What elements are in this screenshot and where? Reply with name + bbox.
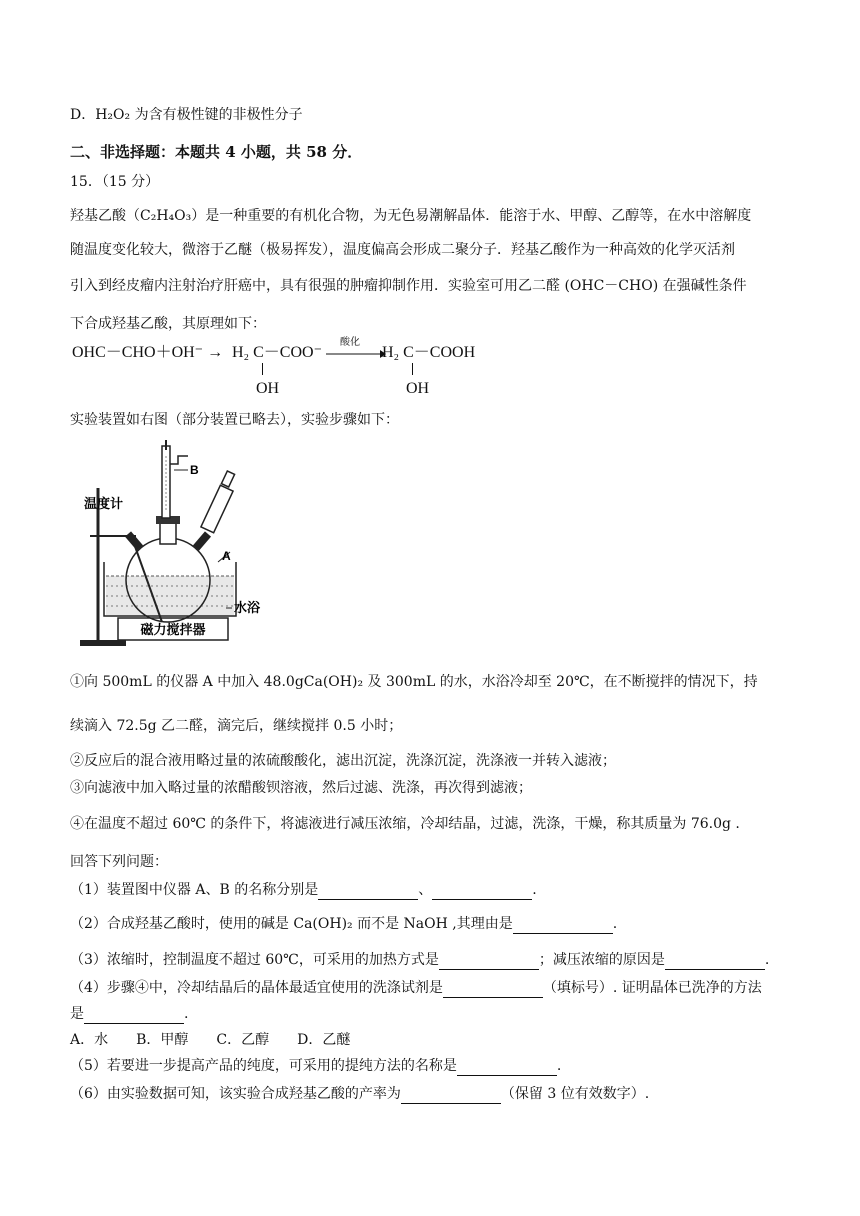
option-d: D．H₂O₂ 为含有极性键的非极性分子 (70, 107, 303, 123)
intro-line-1: 羟基乙酸（C₂H₄O₃）是一种重要的有机化合物，为无色易潮解晶体．能溶于水、甲醇、乙醇等，在水中溶解度 (70, 208, 752, 224)
answer-blank[interactable] (457, 1061, 557, 1076)
step-4: ④在温度不超过 60℃ 的条件下，将滤液进行减压浓缩，冷却结晶，过滤，洗涤，干燥，称其质量为 76.0g . (70, 816, 740, 832)
question-number: 15．（15 分） (70, 174, 160, 190)
setup-intro: 实验装置如右图（部分装置已略去），实验步骤如下： (70, 412, 399, 428)
answer-blank[interactable] (513, 919, 613, 934)
step-1b: 续滴入 72.5g 乙二醛，滴完后，继续搅拌 0.5 小时； (70, 718, 403, 734)
question-3: （3）浓缩时，控制温度不超过 60℃，可采用的加热方式是 ；减压浓缩的原因是 . (70, 952, 770, 968)
step-1a: ①向 500mL 的仪器 A 中加入 48.0gCa(OH)₂ 及 300mL 的水，水浴冷却至 20℃，在不断搅拌的情况下，持 (70, 674, 758, 690)
stand-base (80, 640, 126, 646)
intro-line-3: 引入到经皮瘤内注射治疗肝癌中，具有很强的肿瘤抑制作用．实验室可用乙二醛 (OHC－CHO) 在强碱性条件 (70, 278, 747, 294)
answer-blank[interactable] (439, 955, 539, 970)
answer-blank[interactable] (318, 885, 418, 900)
question-4-options: A．水 B．甲醇 C．乙醇 D．乙醚 (70, 1032, 351, 1048)
section-heading: 二、非选择题：本题共 4 小题，共 58 分． (70, 143, 363, 161)
question-2: （2）合成羟基乙酸时，使用的碱是 Ca(OH)₂ 而不是 NaOH ,其理由是 . (70, 916, 618, 932)
arrow-icon (326, 348, 386, 360)
label-b: B (190, 463, 199, 477)
answer-prompt: 回答下列问题： (70, 854, 168, 870)
condenser (201, 485, 233, 533)
step-3: ③向滤液中加入略过量的浓醋酸钡溶液，然后过滤、洗涤，再次得到滤液； (70, 780, 532, 796)
eq-product: H₂ C－COOH (382, 344, 476, 361)
apparatus-figure (70, 436, 280, 652)
answer-blank[interactable] (84, 1009, 184, 1024)
step-2: ②反应后的混合液用略过量的浓硫酸酸化，滤出沉淀，洗涤沉淀，洗涤液一并转入滤液； (70, 753, 616, 769)
eq-condition: 酸化 (340, 337, 360, 348)
label-thermometer: 温度计 (84, 496, 124, 511)
answer-blank[interactable] (401, 1089, 501, 1104)
label-a: A (222, 549, 231, 563)
intro-line-4: 下合成羟基乙酸，其原理如下： (70, 316, 266, 332)
answer-blank[interactable] (443, 983, 543, 998)
bond-line (262, 363, 263, 375)
question-4: （4）步骤④中，冷却结晶后的晶体最适宜使用的洗涤试剂是 （填标号）. 证明晶体已洗净的方法 (70, 980, 762, 996)
label-bath: 水浴 (234, 600, 261, 615)
stirrer-label: 磁力搅拌器 (140, 622, 206, 637)
eq-oh-1: OH (256, 380, 280, 397)
question-4-cont: 是 . (70, 1006, 189, 1022)
bond-line (412, 363, 413, 375)
eq-intermediate: H₂ C－COO⁻ (232, 344, 323, 361)
answer-blank[interactable] (665, 955, 765, 970)
question-6: （6）由实验数据可知，该实验合成羟基乙酸的产率为 （保留 3 位有效数字）. (70, 1086, 650, 1102)
intro-line-2: 随温度变化较大，微溶于乙醚（极易挥发），温度偏高会形成二聚分子．羟基乙酸作为一种高效的化学灭活剂 (70, 242, 735, 258)
question-1: （1）装置图中仪器 A、B 的名称分别是 、 . (70, 882, 537, 898)
eq-oh-2: OH (406, 380, 430, 397)
bath-water (106, 576, 234, 615)
answer-blank[interactable] (432, 885, 532, 900)
eq-reactant: OHC－CHO＋OH⁻ → (72, 344, 224, 361)
question-5: （5）若要进一步提高产品的纯度，可采用的提纯方法的名称是 . (70, 1058, 562, 1074)
